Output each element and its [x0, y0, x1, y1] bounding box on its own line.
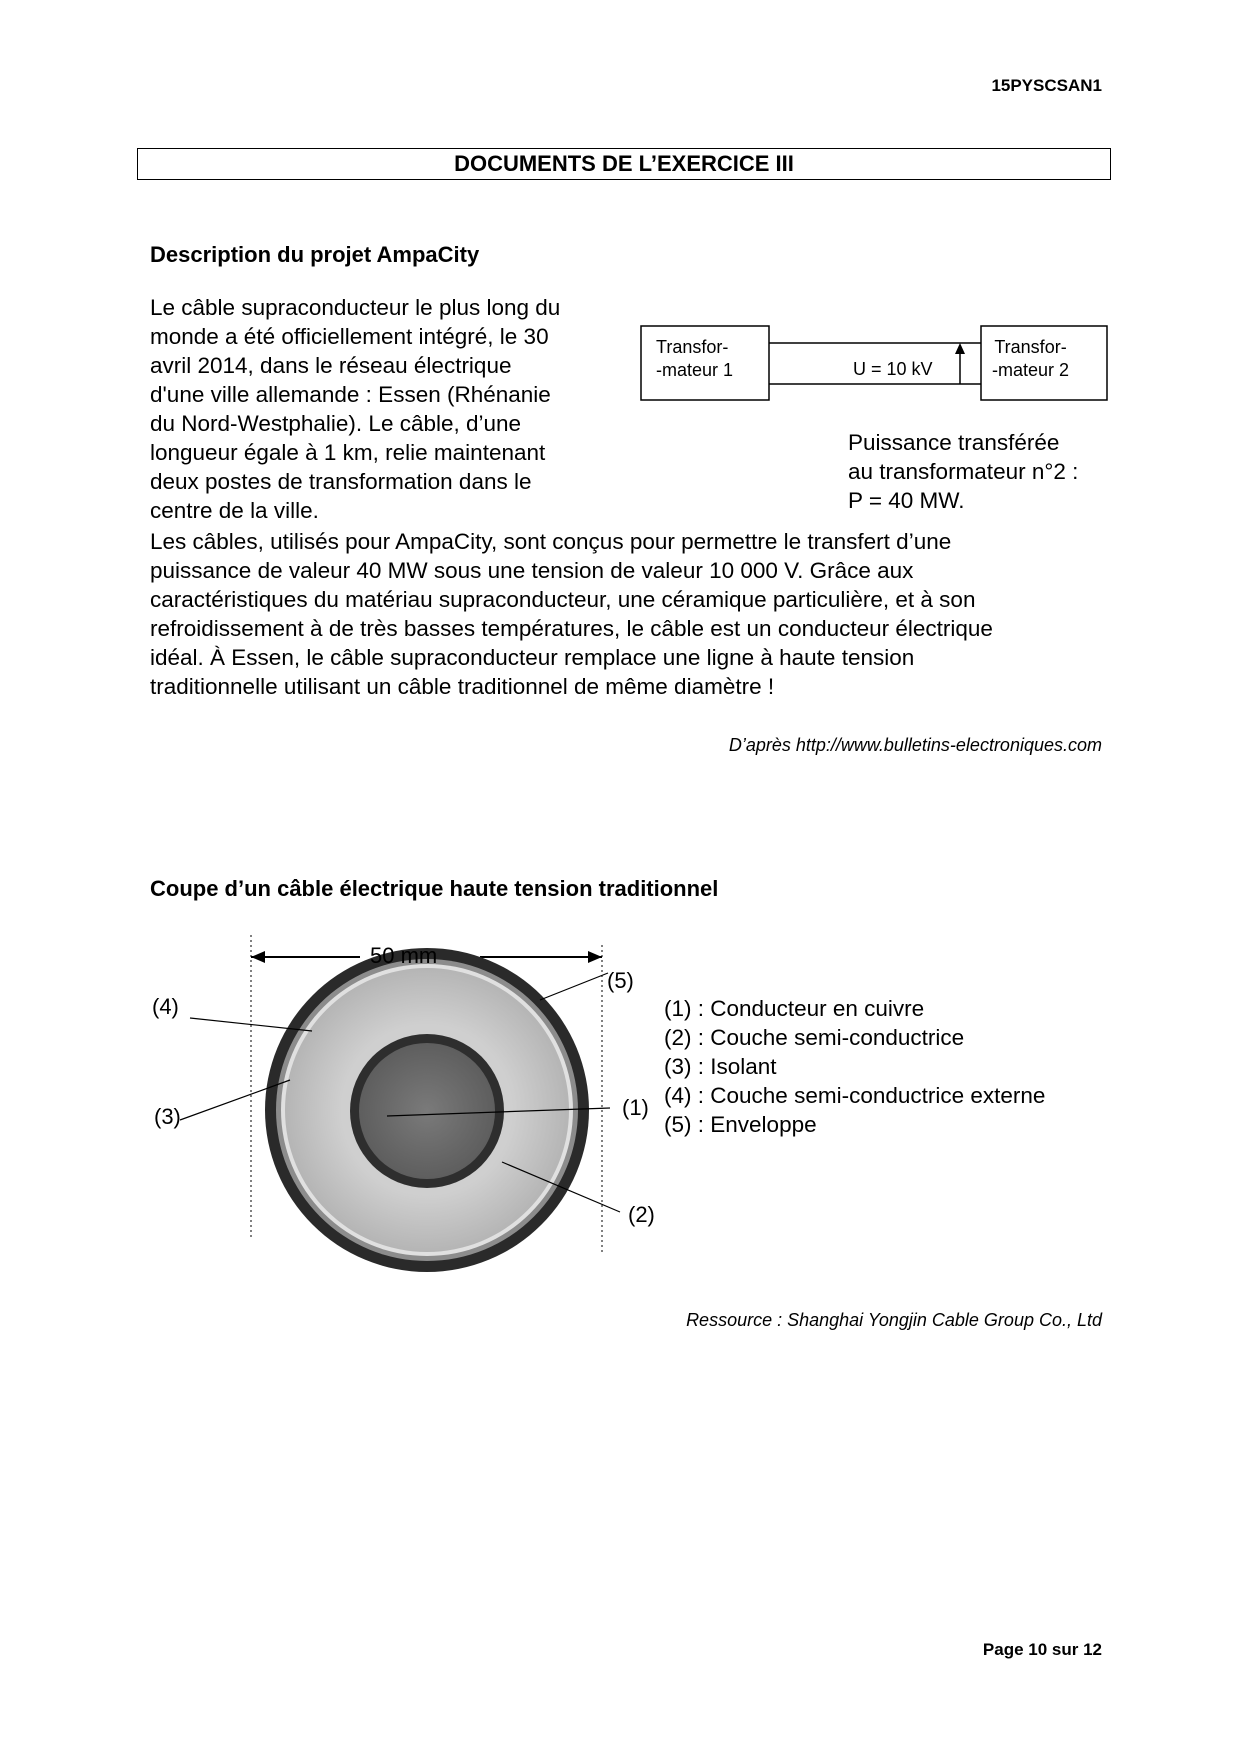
page-title-text: DOCUMENTS DE L’EXERCICE III: [454, 151, 794, 176]
voltage-label: U = 10 kV: [853, 359, 933, 379]
resource-citation: Ressource : Shanghai Yongjin Cable Group Co., Ltd: [686, 1310, 1102, 1330]
legend-item: (4) : Couche semi-conductrice externe: [664, 1083, 1046, 1108]
text-line: avril 2014, dans le réseau électrique: [150, 353, 512, 378]
body-paragraph: [150, 527, 1101, 701]
dimension-label: 50 mm: [370, 943, 438, 968]
text-line: Le câble supraconducteur le plus long du: [150, 295, 561, 320]
text-line: puissance de valeur 40 MW sous une tension de valeur 10 000 V. Grâce aux: [150, 558, 914, 583]
document-code: 15PYSCSAN1: [991, 76, 1102, 95]
cable-cross-section-figure: [140, 930, 660, 1310]
legend-item: (2) : Couche semi-conductrice: [664, 1025, 965, 1050]
text-line: monde a été officiellement intégré, le 30: [150, 324, 549, 349]
text-line: caractéristiques du matériau supraconducteur, une céramique particulière, et à son: [150, 587, 976, 612]
voltage-arrowhead: [955, 343, 965, 354]
callout-4: (4): [152, 994, 179, 1019]
source-citation: D’après http://www.bulletins-electroniques.com: [728, 735, 1102, 755]
text-line: d'une ville allemande : Essen (Rhénanie: [150, 382, 551, 407]
text-line: idéal. À Essen, le câble supraconducteur remplace une ligne à haute tension: [150, 645, 915, 670]
page-title: [137, 148, 1111, 180]
text-line: traditionnelle utilisant un câble traditionnel de même diamètre !: [150, 674, 775, 699]
legend-item: (5) : Enveloppe: [664, 1112, 817, 1137]
section-heading-ampacity: Description du projet AmpaCity: [150, 242, 480, 267]
text-line: Les câbles, utilisés pour AmpaCity, sont conçus pour permettre le transfert d’une: [150, 529, 952, 554]
section-heading-cable: Coupe d’un câble électrique haute tension traditionnel: [150, 876, 719, 901]
page-number: Page 10 sur 12: [982, 1640, 1102, 1659]
text-line: longueur égale à 1 km, relie maintenant: [150, 440, 546, 465]
callout-5: (5): [607, 968, 634, 993]
cable-copper-core: [359, 1043, 495, 1179]
text-line: centre de la ville.: [150, 498, 319, 523]
intro-paragraph: [150, 293, 613, 525]
legend-item: (1) : Conducteur en cuivre: [664, 996, 925, 1021]
text-line: deux postes de transformation dans le: [150, 469, 532, 494]
transformer2-label: Transfor- -mateur 2: [992, 337, 1070, 380]
power-note: Puissance transférée au transformateur n°2 : P = 40 MW.: [848, 430, 1079, 513]
dimension-arrowhead-left: [251, 951, 265, 963]
text-line: refroidissement à de très basses températures, le câble est un conducteur électrique: [150, 616, 993, 641]
text-line: du Nord-Westphalie). Le câble, d’une: [150, 411, 522, 436]
callout-1: (1): [622, 1095, 649, 1120]
callout-3: (3): [154, 1104, 181, 1129]
transformer-diagram: [640, 320, 1110, 405]
callout-2: (2): [628, 1202, 655, 1227]
cable-cross-section-image: [140, 930, 660, 1310]
cable-legend: [664, 994, 1045, 1139]
dimension-arrowhead-right: [588, 951, 602, 963]
leader-5: [540, 973, 608, 1000]
transformer1-label: Transfor- -mateur 1: [656, 337, 734, 380]
legend-item: (3) : Isolant: [664, 1054, 777, 1079]
